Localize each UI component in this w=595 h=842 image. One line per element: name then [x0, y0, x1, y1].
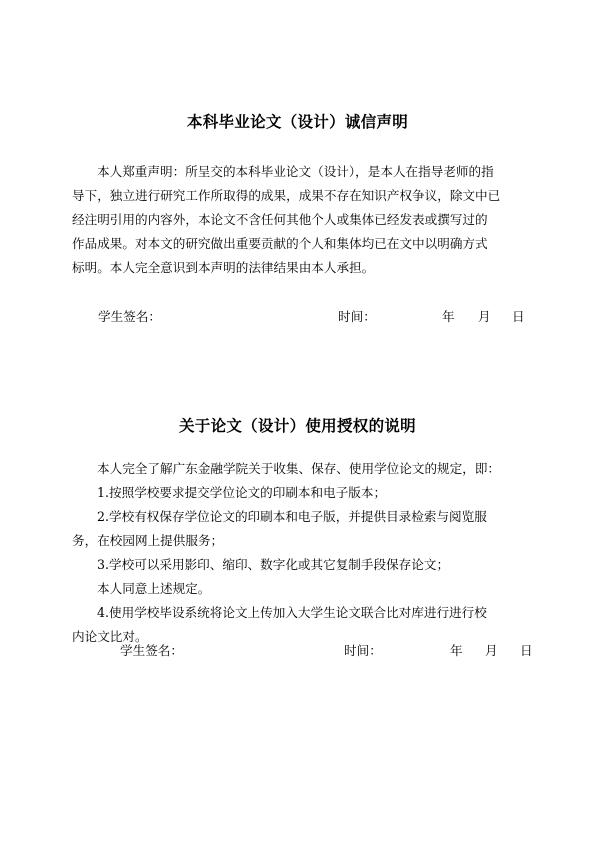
authorization-line: 本人完全了解广东金融学院关于收集、保存、使用学位论文的规定，即： [97, 461, 500, 476]
authorization-month-label: 月 [485, 643, 498, 658]
declaration-line: 经注明引用的内容外，本论文不含任何其他个人或集体已经发表或撰写过的 [72, 212, 488, 227]
authorization-line: 本人同意上述规定。 [97, 581, 211, 596]
authorization-line: 1.按照学校要求提交学位论文的印刷本和电子版本； [97, 485, 387, 500]
declaration-line: 导下，独立进行研究工作所取得的成果，成果不存在知识产权争议，除文中已 [72, 188, 501, 203]
authorization-line: 务，在校园网上提供服务； [72, 533, 224, 548]
authorization-year-label: 年 [450, 643, 463, 658]
declaration-line: 作品成果。对本文的研究做出重要贡献的个人和集体均已在文中以明确方式 [72, 236, 488, 251]
authorization-line: 2.学校有权保存学位论文的印刷本和电子版，并提供目录检索与阅览服 [97, 509, 487, 524]
declaration-body [72, 160, 544, 280]
declaration-time-label: 时间： [338, 309, 376, 324]
authorization-title: 关于论文（设计）使用授权的说明 [178, 417, 416, 435]
authorization-day-label: 日 [520, 643, 533, 658]
declaration-month-label: 月 [478, 309, 491, 324]
declaration-line: 本人郑重声明：所呈交的本科毕业论文（设计），是本人在指导老师的指 [97, 164, 494, 179]
declaration-line: 标明。本人完全意识到本声明的法律结果由本人承担。 [72, 260, 375, 275]
authorization-signature-label: 学生签名： [120, 643, 183, 658]
declaration-day-label: 日 [512, 309, 525, 324]
declaration-signature-label: 学生签名： [98, 309, 161, 324]
authorization-line: 内论文比对。 [72, 629, 148, 644]
declaration-year-label: 年 [442, 309, 455, 324]
authorization-line: 4.使用学校毕设系统将论文上传加入大学生论文联合比对库进行进行校 [97, 605, 487, 620]
authorization-line: 3.学校可以采用影印、缩印、数字化或其它复制手段保存论文； [97, 557, 450, 572]
authorization-body [72, 457, 544, 649]
declaration-title: 本科毕业论文（设计）诚信声明 [186, 113, 409, 131]
authorization-time-label: 时间： [344, 643, 382, 658]
